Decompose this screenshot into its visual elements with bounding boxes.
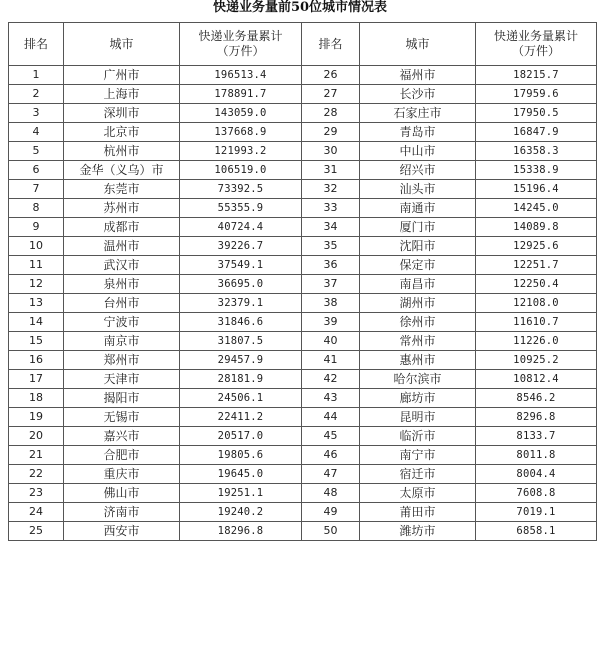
right-volume-cell: 8296.8 xyxy=(476,408,597,427)
left-volume-cell: 32379.1 xyxy=(180,294,302,313)
header-volume-line1: 快递业务量累计 xyxy=(493,29,578,43)
left-rank-cell: 24 xyxy=(9,503,64,522)
left-rank-cell: 9 xyxy=(9,218,64,237)
right-city-cell: 哈尔滨市 xyxy=(360,370,476,389)
right-city-cell: 宿迁市 xyxy=(360,465,476,484)
right-rank-cell: 49 xyxy=(302,503,360,522)
right-rank-cell: 50 xyxy=(302,522,360,541)
table-row xyxy=(9,408,597,427)
right-volume-cell: 11226.0 xyxy=(476,332,597,351)
right-volume-cell: 12251.7 xyxy=(476,256,597,275)
right-city-cell: 莆田市 xyxy=(360,503,476,522)
right-rank-cell: 36 xyxy=(302,256,360,275)
left-city-cell: 宁波市 xyxy=(64,313,180,332)
left-volume-cell: 196513.4 xyxy=(180,66,302,85)
table-row xyxy=(9,199,597,218)
header-volume-line1: 快递业务量累计 xyxy=(198,29,283,43)
left-rank-cell: 18 xyxy=(9,389,64,408)
right-rank-cell: 33 xyxy=(302,199,360,218)
right-rank-cell: 32 xyxy=(302,180,360,199)
right-volume-cell: 14089.8 xyxy=(476,218,597,237)
left-volume-cell: 19240.2 xyxy=(180,503,302,522)
header-volume xyxy=(180,23,302,66)
table-row xyxy=(9,465,597,484)
left-city-cell: 金华（义乌）市 xyxy=(64,161,180,180)
left-volume-cell: 22411.2 xyxy=(180,408,302,427)
left-city-cell: 济南市 xyxy=(64,503,180,522)
right-volume-cell: 17950.5 xyxy=(476,104,597,123)
left-volume-cell: 39226.7 xyxy=(180,237,302,256)
left-city-cell: 杭州市 xyxy=(64,142,180,161)
right-rank-cell: 46 xyxy=(302,446,360,465)
left-city-cell: 揭阳市 xyxy=(64,389,180,408)
table-row xyxy=(9,180,597,199)
table-row xyxy=(9,237,597,256)
table-row xyxy=(9,256,597,275)
right-city-cell: 厦门市 xyxy=(360,218,476,237)
header-city: 城市 xyxy=(360,23,476,66)
right-city-cell: 太原市 xyxy=(360,484,476,503)
table-row xyxy=(9,104,597,123)
left-rank-cell: 12 xyxy=(9,275,64,294)
left-city-cell: 重庆市 xyxy=(64,465,180,484)
table-row xyxy=(9,389,597,408)
right-volume-cell: 10925.2 xyxy=(476,351,597,370)
left-rank-cell: 25 xyxy=(9,522,64,541)
left-rank-cell: 4 xyxy=(9,123,64,142)
right-volume-cell: 8546.2 xyxy=(476,389,597,408)
left-city-cell: 深圳市 xyxy=(64,104,180,123)
right-volume-cell: 8004.4 xyxy=(476,465,597,484)
right-city-cell: 福州市 xyxy=(360,66,476,85)
left-city-cell: 嘉兴市 xyxy=(64,427,180,446)
left-volume-cell: 29457.9 xyxy=(180,351,302,370)
table-row xyxy=(9,427,597,446)
right-rank-cell: 48 xyxy=(302,484,360,503)
right-volume-cell: 8133.7 xyxy=(476,427,597,446)
table-row xyxy=(9,313,597,332)
left-volume-cell: 31807.5 xyxy=(180,332,302,351)
right-volume-cell: 11610.7 xyxy=(476,313,597,332)
left-city-cell: 温州市 xyxy=(64,237,180,256)
left-rank-cell: 2 xyxy=(9,85,64,104)
left-volume-cell: 31846.6 xyxy=(180,313,302,332)
left-city-cell: 合肥市 xyxy=(64,446,180,465)
right-volume-cell: 16358.3 xyxy=(476,142,597,161)
left-rank-cell: 8 xyxy=(9,199,64,218)
left-rank-cell: 6 xyxy=(9,161,64,180)
left-city-cell: 苏州市 xyxy=(64,199,180,218)
left-city-cell: 佛山市 xyxy=(64,484,180,503)
right-city-cell: 惠州市 xyxy=(360,351,476,370)
right-city-cell: 潍坊市 xyxy=(360,522,476,541)
header-rank: 排名 xyxy=(302,23,360,66)
left-volume-cell: 55355.9 xyxy=(180,199,302,218)
right-city-cell: 湖州市 xyxy=(360,294,476,313)
left-city-cell: 郑州市 xyxy=(64,351,180,370)
right-city-cell: 绍兴市 xyxy=(360,161,476,180)
right-rank-cell: 42 xyxy=(302,370,360,389)
table-row xyxy=(9,351,597,370)
table-title: 快递业务量前50位城市情况表 xyxy=(212,0,388,15)
table-row xyxy=(9,142,597,161)
left-city-cell: 北京市 xyxy=(64,123,180,142)
left-city-cell: 上海市 xyxy=(64,85,180,104)
left-volume-cell: 28181.9 xyxy=(180,370,302,389)
right-volume-cell: 6858.1 xyxy=(476,522,597,541)
left-volume-cell: 18296.8 xyxy=(180,522,302,541)
right-rank-cell: 37 xyxy=(302,275,360,294)
left-rank-cell: 20 xyxy=(9,427,64,446)
left-volume-cell: 178891.7 xyxy=(180,85,302,104)
table-row xyxy=(9,484,597,503)
left-volume-cell: 73392.5 xyxy=(180,180,302,199)
right-volume-cell: 18215.7 xyxy=(476,66,597,85)
table-row xyxy=(9,218,597,237)
left-rank-cell: 23 xyxy=(9,484,64,503)
left-volume-cell: 19645.0 xyxy=(180,465,302,484)
right-rank-cell: 31 xyxy=(302,161,360,180)
right-volume-cell: 12250.4 xyxy=(476,275,597,294)
left-volume-cell: 137668.9 xyxy=(180,123,302,142)
table-row xyxy=(9,123,597,142)
left-volume-cell: 143059.0 xyxy=(180,104,302,123)
table-row xyxy=(9,294,597,313)
left-rank-cell: 11 xyxy=(9,256,64,275)
right-city-cell: 保定市 xyxy=(360,256,476,275)
right-rank-cell: 26 xyxy=(302,66,360,85)
right-city-cell: 中山市 xyxy=(360,142,476,161)
left-rank-cell: 22 xyxy=(9,465,64,484)
left-city-cell: 西安市 xyxy=(64,522,180,541)
right-rank-cell: 29 xyxy=(302,123,360,142)
left-volume-cell: 121993.2 xyxy=(180,142,302,161)
left-city-cell: 成都市 xyxy=(64,218,180,237)
header-rank: 排名 xyxy=(9,23,64,66)
left-city-cell: 东莞市 xyxy=(64,180,180,199)
left-rank-cell: 10 xyxy=(9,237,64,256)
left-volume-cell: 36695.0 xyxy=(180,275,302,294)
right-city-cell: 昆明市 xyxy=(360,408,476,427)
right-volume-cell: 10812.4 xyxy=(476,370,597,389)
right-city-cell: 石家庄市 xyxy=(360,104,476,123)
right-city-cell: 廊坊市 xyxy=(360,389,476,408)
left-volume-cell: 40724.4 xyxy=(180,218,302,237)
table-row xyxy=(9,370,597,389)
right-rank-cell: 39 xyxy=(302,313,360,332)
right-rank-cell: 47 xyxy=(302,465,360,484)
left-rank-cell: 5 xyxy=(9,142,64,161)
right-volume-cell: 12108.0 xyxy=(476,294,597,313)
header-volume-line2: （万件） xyxy=(216,44,265,58)
right-city-cell: 徐州市 xyxy=(360,313,476,332)
table-row xyxy=(9,503,597,522)
left-volume-cell: 106519.0 xyxy=(180,161,302,180)
table-row xyxy=(9,85,597,104)
left-rank-cell: 13 xyxy=(9,294,64,313)
left-volume-cell: 19251.1 xyxy=(180,484,302,503)
right-city-cell: 南通市 xyxy=(360,199,476,218)
left-rank-cell: 19 xyxy=(9,408,64,427)
right-rank-cell: 43 xyxy=(302,389,360,408)
right-volume-cell: 14245.0 xyxy=(476,199,597,218)
table-row xyxy=(9,522,597,541)
right-volume-cell: 15196.4 xyxy=(476,180,597,199)
right-rank-cell: 40 xyxy=(302,332,360,351)
left-rank-cell: 7 xyxy=(9,180,64,199)
table-row xyxy=(9,446,597,465)
left-volume-cell: 24506.1 xyxy=(180,389,302,408)
right-rank-cell: 41 xyxy=(302,351,360,370)
left-rank-cell: 16 xyxy=(9,351,64,370)
right-volume-cell: 7608.8 xyxy=(476,484,597,503)
left-city-cell: 天津市 xyxy=(64,370,180,389)
right-volume-cell: 12925.6 xyxy=(476,237,597,256)
city-express-table xyxy=(8,22,597,541)
right-city-cell: 沈阳市 xyxy=(360,237,476,256)
left-volume-cell: 19805.6 xyxy=(180,446,302,465)
right-volume-cell: 15338.9 xyxy=(476,161,597,180)
right-rank-cell: 38 xyxy=(302,294,360,313)
right-volume-cell: 8011.8 xyxy=(476,446,597,465)
table-row xyxy=(9,275,597,294)
right-city-cell: 青岛市 xyxy=(360,123,476,142)
left-rank-cell: 1 xyxy=(9,66,64,85)
right-city-cell: 南宁市 xyxy=(360,446,476,465)
right-city-cell: 南昌市 xyxy=(360,275,476,294)
left-volume-cell: 20517.0 xyxy=(180,427,302,446)
right-rank-cell: 44 xyxy=(302,408,360,427)
table-row xyxy=(9,161,597,180)
left-volume-cell: 37549.1 xyxy=(180,256,302,275)
right-city-cell: 常州市 xyxy=(360,332,476,351)
right-rank-cell: 28 xyxy=(302,104,360,123)
left-rank-cell: 21 xyxy=(9,446,64,465)
right-rank-cell: 34 xyxy=(302,218,360,237)
header-volume xyxy=(476,23,597,66)
left-city-cell: 泉州市 xyxy=(64,275,180,294)
left-city-cell: 南京市 xyxy=(64,332,180,351)
right-rank-cell: 45 xyxy=(302,427,360,446)
table-row xyxy=(9,332,597,351)
left-rank-cell: 15 xyxy=(9,332,64,351)
header-city: 城市 xyxy=(64,23,180,66)
left-city-cell: 广州市 xyxy=(64,66,180,85)
table-row xyxy=(9,66,597,85)
right-city-cell: 长沙市 xyxy=(360,85,476,104)
right-city-cell: 临沂市 xyxy=(360,427,476,446)
right-rank-cell: 27 xyxy=(302,85,360,104)
right-volume-cell: 7019.1 xyxy=(476,503,597,522)
left-city-cell: 台州市 xyxy=(64,294,180,313)
left-city-cell: 武汉市 xyxy=(64,256,180,275)
left-rank-cell: 17 xyxy=(9,370,64,389)
header-row xyxy=(9,23,597,66)
left-rank-cell: 14 xyxy=(9,313,64,332)
left-city-cell: 无锡市 xyxy=(64,408,180,427)
right-volume-cell: 16847.9 xyxy=(476,123,597,142)
header-volume-line2: （万件） xyxy=(511,44,560,58)
right-rank-cell: 30 xyxy=(302,142,360,161)
right-rank-cell: 35 xyxy=(302,237,360,256)
right-volume-cell: 17959.6 xyxy=(476,85,597,104)
right-city-cell: 汕头市 xyxy=(360,180,476,199)
left-rank-cell: 3 xyxy=(9,104,64,123)
